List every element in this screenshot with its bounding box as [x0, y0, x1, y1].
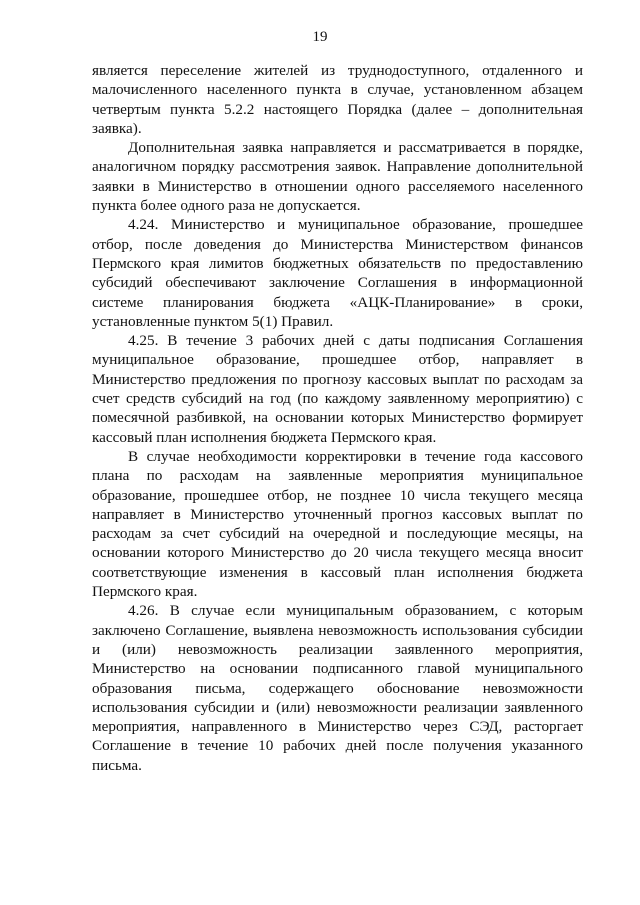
paragraph-additional-application: Дополнительная заявка направляется и рассматривается в порядке, аналогичном порядку рассмотрения заявок. Направление дополнительной заявки в Министерство в отношении одного расселяемого населенного пункта более одного раза не допускается. — [92, 139, 583, 215]
paragraph-cash-plan-adjustment: В случае необходимости корректировки в течение года кассового плана по расходам на заявленные мероприятия муниципальное образование, прошедшее отбор, не позднее 10 числа текущего месяца направляет в Министерство уточненный прогноз кассовых выплат по расходам за счет субсидий на очередной и последующие месяцы, на основании которого Министерство до 20 числа текущего месяца вносит соответствующие изменения в кассовый план исполнения бюджета Пермского края. — [92, 447, 583, 601]
page-number: 19 — [312, 29, 328, 45]
document-body — [92, 61, 583, 775]
paragraph-clause-4-25: 4.25. В течение 3 рабочих дней с даты подписания Соглашения муниципальное образование, прошедшее отбор, направляет в Министерство предложения по прогнозу кассовых выплат по расходам за счет средств субсидий на год (по каждому заявленному мероприятию) с помесячной разбивкой, на основании которых Министерство формирует кассовый план исполнения бюджета Пермского края. — [92, 332, 583, 446]
paragraph-clause-4-26: 4.26. В случае если муниципальным образованием, с которым заключено Соглашение, выявлена невозможность использования субсидии и (или) невозможность реализации заявленного мероприятия, Министерство на основании подписанного главой муниципального образования письма, содержащего обоснование невозможности использования субсидии и (или) невозможности реализации заявленного мероприятия, направленного в Министерство через СЭД, расторгает Соглашение в течение 10 рабочих дней после получения указанного письма. — [92, 602, 583, 774]
paragraph-continuation: является переселение жителей из труднодоступного, отдаленного и малочисленного населенного пункта в случае, установленном абзацем четвертым пункта 5.2.2 настоящего Порядка (далее – дополнительная заявка). — [92, 62, 583, 137]
paragraph-clause-4-24: 4.24. Министерство и муниципальное образование, прошедшее отбор, после доведения до Министерства Министерством финансов Пермского края лимитов бюджетных обязательств по предоставлению субсидий обеспечивают заключение Соглашения в информационной системе планирования бюджета «АЦК-Планирование» в сроки, установленные пунктом 5(1) Правил. — [92, 216, 583, 330]
